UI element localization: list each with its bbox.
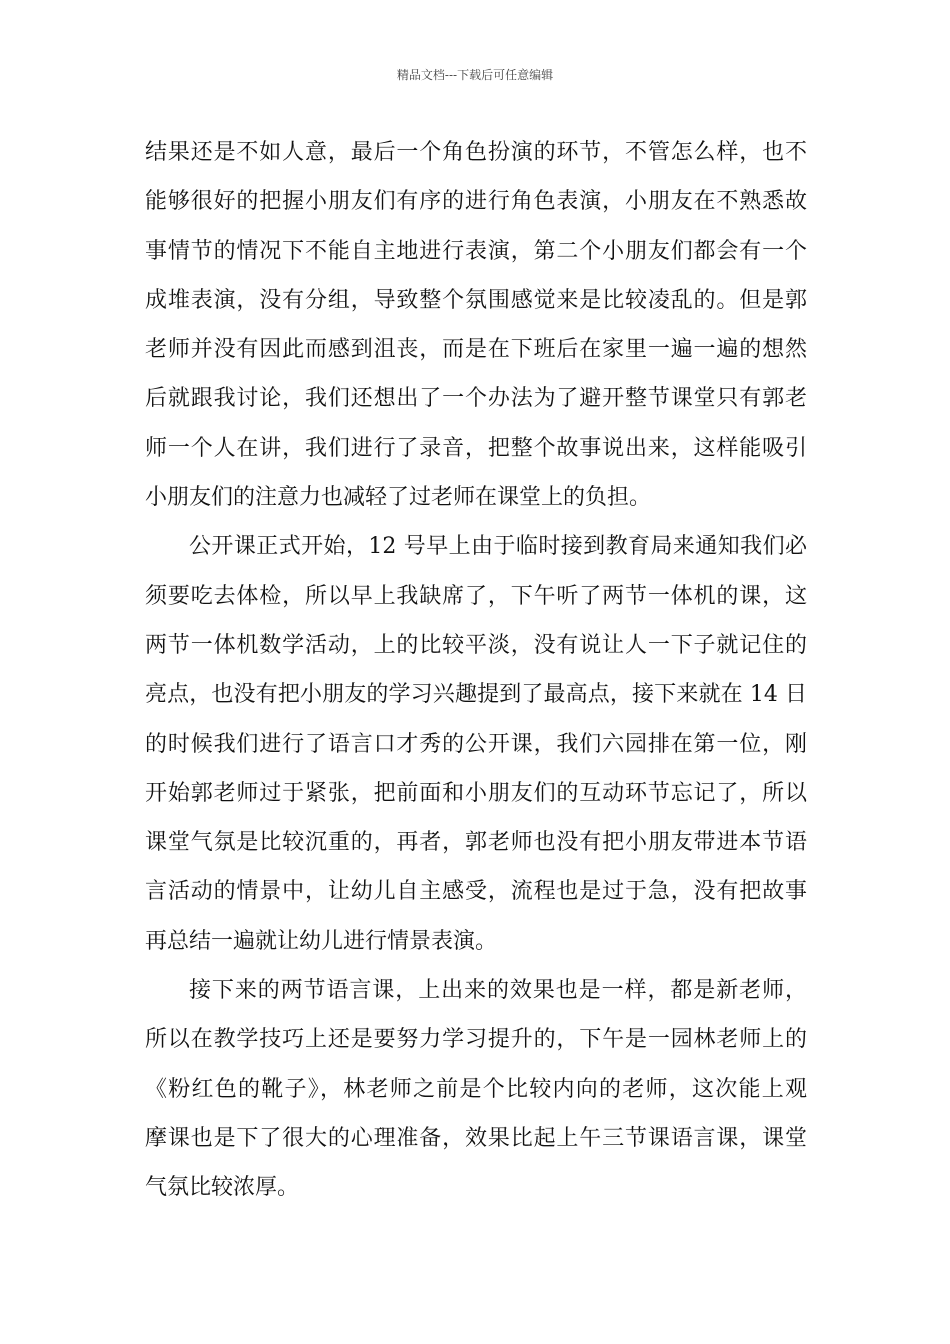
paragraph bbox=[145, 966, 807, 1212]
text-line: 课堂气氛是比较沉重的，再者，郭老师也没有把小朋友带进本节语 bbox=[145, 830, 807, 856]
document-body bbox=[145, 128, 807, 1213]
text-line: 两节一体机数学活动，上的比较平淡，没有说让人一下子就记住的 bbox=[145, 632, 807, 658]
text-line: 师一个人在讲，我们进行了录音，把整个故事说出来，这样能吸引 bbox=[145, 435, 807, 461]
paragraph bbox=[145, 128, 807, 522]
text-line: 气氛比较浓厚。 bbox=[145, 1175, 300, 1201]
text-line: 老师并没有因此而感到沮丧，而是在下班后在家里一遍一遍的想然 bbox=[145, 337, 807, 363]
text-line: 能够很好的把握小朋友们有序的进行角色表演，小朋友在不熟悉故 bbox=[145, 189, 807, 215]
text-line: 公开课正式开始，12 号早上由于临时接到教育局来通知我们必 bbox=[189, 534, 807, 560]
text-line: 接下来的两节语言课，上出来的效果也是一样，都是新老师， bbox=[189, 978, 807, 1004]
text-line: 再总结一遍就让幼儿进行情景表演。 bbox=[145, 928, 498, 954]
text-line: 结果还是不如人意，最后一个角色扮演的环节，不管怎么样，也不 bbox=[145, 140, 807, 165]
text-line: 须要吃去体检，所以早上我缺席了，下午听了两节一体机的课，这 bbox=[145, 583, 807, 609]
text-line: 开始郭老师过于紧张，把前面和小朋友们的互动环节忘记了，所以 bbox=[145, 780, 807, 806]
text-line: 事情节的情况下不能自主地进行表演，第二个小朋友们都会有一个 bbox=[145, 238, 807, 264]
text-line: 所以在教学技巧上还是要努力学习提升的，下午是一园林老师上的 bbox=[145, 1027, 807, 1053]
text-line: 小朋友们的注意力也减轻了过老师在课堂上的负担。 bbox=[145, 485, 652, 511]
text-line: 的时候我们进行了语言口才秀的公开课，我们六园排在第一位，刚 bbox=[145, 731, 807, 757]
page-header: 精品文档---下载后可任意编辑 bbox=[396, 68, 554, 82]
text-line: 成堆表演，没有分组，导致整个氛围感觉来是比较凌乱的。但是郭 bbox=[145, 287, 807, 313]
text-line: 言活动的情景中，让幼儿自主感受，流程也是过于急，没有把故事 bbox=[145, 879, 807, 905]
text-line: 摩课也是下了很大的心理准备，效果比起上午三节课语言课，课堂 bbox=[145, 1125, 807, 1151]
paragraph bbox=[145, 522, 807, 966]
text-line: 亮点，也没有把小朋友的学习兴趣提到了最高点，接下来就在 14 日 bbox=[145, 682, 807, 708]
text-line: 《粉红色的靴子》，林老师之前是个比较内向的老师，这次能上观 bbox=[145, 1076, 807, 1102]
text-line: 后就跟我讨论，我们还想出了一个办法为了避开整节课堂只有郭老 bbox=[145, 386, 807, 412]
